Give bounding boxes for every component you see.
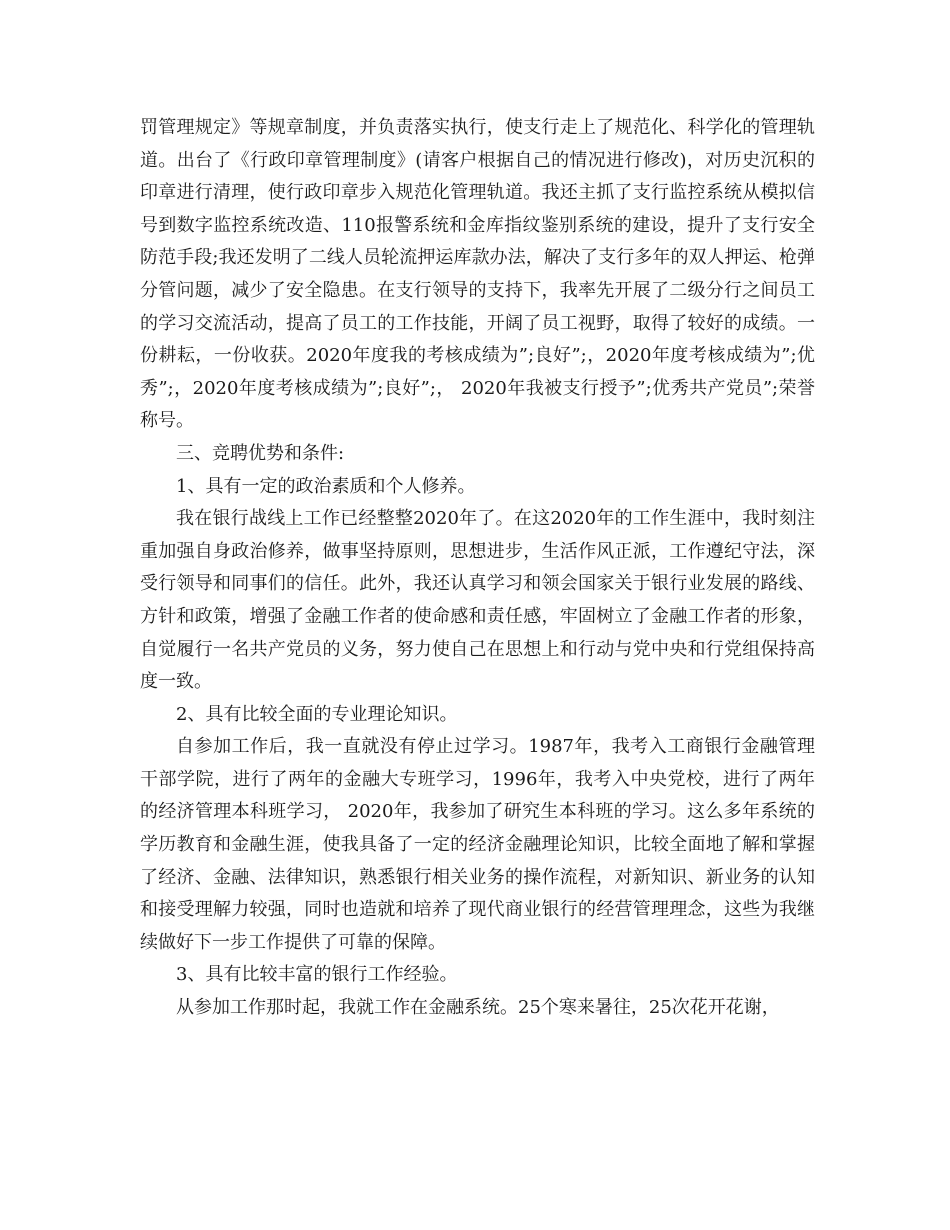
heading-work-experience: 3、具有比较丰富的银行工作经验。 (176, 964, 458, 986)
heading-theory-knowledge: 2、具有比较全面的专业理论知识。 (176, 703, 458, 725)
heading-political-quality: 1、具有一定的政治素质和个人修养。 (176, 475, 476, 497)
heading-advantages: 三、竞聘优势和条件: (176, 442, 345, 464)
paragraph-theory-knowledge: 自参加工作后，我一直就没有停止过学习。1987年，我考入工商银行金融管理干部学院，进行了两年的金融大专班学习，1996年，我考入中央党校，进行了两年的经济管理本科班学习， 2020年，我参加了研究生本科班的学习。这么多年系统的学历教育和金融生涯，使我具备了一定的经济金融理论知识，比较全面地了解和掌握了经济、金融、法律知识，熟悉银行相关业务的操作流程，对新知识、新业务的认知和接受理解力较强，同时也造就和培养了现代商业银行的经营管理理念，这些为我继续做好下一步工作提供了可靠的保障。 (140, 736, 815, 953)
document-page (140, 112, 815, 1025)
paragraph-work-experience: 从参加工作那时起，我就工作在金融系统。25个寒来暑往，25次花开花谢， (176, 997, 780, 1019)
paragraph-political-quality: 我在银行战线上工作已经整整2020年了。在这2020年的工作生涯中，我时刻注重加强自身政治修养，做事坚持原则，思想进步，生活作风正派，工作遵纪守法，深受行领导和同事们的信任。此外，我还认真学习和领会国家关于银行业发展的路线、方针和政策，增强了金融工作者的使命感和责任感，牢固树立了金融工作者的形象，自觉履行一名共产党员的义务，努力使自己在思想上和行动与党中央和行党组保持高度一致。 (140, 508, 815, 693)
paragraph-achievements: 罚管理规定》等规章制度，并负责落实执行，使支行走上了规范化、科学化的管理轨道。出台了《行政印章管理制度》(请客户根据自己的情况进行修改)，对历史沉积的印章进行清理，使行政印章步入规范化管理轨道。我还主抓了支行监控系统从模拟信号到数字监控系统改造、110报警系统和金库指纹鉴别系统的建设，提升了支行安全防范手段;我还发明了二线人员轮流押运库款办法，解决了支行多年的双人押运、枪弹分管问题，减少了安全隐患。在支行领导的支持下，我率先开展了二级分行之间员工的学习交流活动，提高了员工的工作技能，开阔了员工视野，取得了较好的成绩。一份耕耘，一份收获。2020年度我的考核成绩为”;良好”;，2020年度考核成绩为”;优秀”;，2020年度考核成绩为”;良好”;， 2020年我被支行授予”;优秀共产党员”;荣誉称号。 (140, 117, 815, 432)
